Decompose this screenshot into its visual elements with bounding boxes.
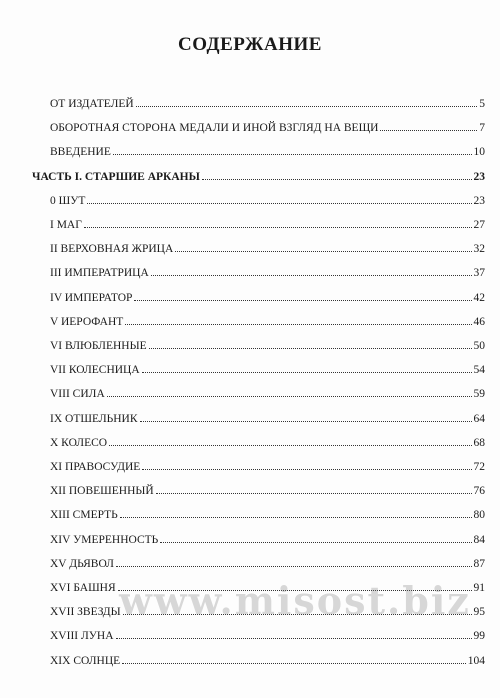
toc-entry xyxy=(50,581,485,595)
watermark: www.misost.biz xyxy=(119,578,471,623)
dot-leader xyxy=(134,299,471,301)
toc-entry xyxy=(50,121,485,135)
dot-leader xyxy=(123,613,472,615)
toc-page-number: 104 xyxy=(467,655,485,667)
toc-entry xyxy=(50,145,485,159)
dot-leader xyxy=(142,371,472,373)
toc-entry-label: ЧАСТЬ I. СТАРШИЕ АРКАНЫ xyxy=(32,171,200,183)
toc-page-number: 32 xyxy=(473,243,485,255)
dot-leader xyxy=(136,105,478,107)
toc-entry-label: ВВЕДЕНИЕ xyxy=(50,146,111,158)
toc-page-number: 42 xyxy=(473,292,485,304)
toc-entry xyxy=(50,266,485,280)
toc-entry-label: VIII СИЛА xyxy=(50,388,105,400)
toc-entry-label: XIX СОЛНЦЕ xyxy=(50,655,121,667)
toc-page-number: 27 xyxy=(473,219,485,231)
toc-entry xyxy=(50,387,485,401)
toc-page-number: 59 xyxy=(473,388,485,400)
dot-leader xyxy=(149,347,472,349)
toc-entry xyxy=(50,218,485,232)
toc-entry xyxy=(50,436,485,450)
toc-entry-label: IX ОТШЕЛЬНИК xyxy=(50,413,138,425)
toc-entry-label: XVII ЗВЕЗДЫ xyxy=(50,606,121,618)
dot-leader xyxy=(120,516,472,518)
toc-entry-label: XV ДЬЯВОЛ xyxy=(50,558,114,570)
toc-entry xyxy=(50,412,485,426)
toc-entry xyxy=(50,363,485,377)
toc-entry xyxy=(50,484,485,498)
dot-leader xyxy=(380,129,477,131)
dot-leader xyxy=(116,565,472,567)
toc-page-number: 46 xyxy=(473,316,485,328)
toc-page-number: 5 xyxy=(479,98,485,110)
toc-entry xyxy=(50,508,485,522)
toc-page-number: 7 xyxy=(479,122,485,134)
toc-entry-label: XVIII ЛУНА xyxy=(50,630,114,642)
toc-entry-label: ОБОРОТНАЯ СТОРОНА МЕДАЛИ И ИНОЙ ВЗГЛЯД НА ВЕЩИ xyxy=(50,122,379,134)
page-title: СОДЕРЖАНИЕ xyxy=(178,34,322,55)
toc-entry-label: XIII СМЕРТЬ xyxy=(50,509,118,521)
dot-leader xyxy=(156,492,472,494)
dot-leader xyxy=(87,202,471,204)
toc-entry xyxy=(50,460,485,474)
toc-entry-label: IV ИМПЕРАТОР xyxy=(50,292,133,304)
toc-entry xyxy=(50,291,485,305)
dot-leader xyxy=(109,444,471,446)
dot-leader xyxy=(122,662,466,664)
toc-entry-label: VI ВЛЮБЛЕННЫЕ xyxy=(50,340,147,352)
toc-entry-label: XVI БАШНЯ xyxy=(50,582,116,594)
dot-leader xyxy=(113,153,472,155)
dot-leader xyxy=(202,178,472,180)
toc-entry-label: XII ПОВЕШЕННЫЙ xyxy=(50,485,154,497)
toc-entry xyxy=(50,605,485,619)
dot-leader xyxy=(116,637,472,639)
toc-entry xyxy=(50,533,485,547)
toc-entry-label: VII КОЛЕСНИЦА xyxy=(50,364,140,376)
toc-entry-label: V ИЕРОФАНТ xyxy=(50,316,124,328)
toc-entry xyxy=(50,654,485,668)
toc-entry-label: X КОЛЕСО xyxy=(50,437,108,449)
toc-entry xyxy=(50,629,485,643)
toc-entry-label: 0 ШУТ xyxy=(50,195,86,207)
dot-leader xyxy=(84,226,472,228)
toc-page-number: 23 xyxy=(473,195,485,207)
toc-page-number: 87 xyxy=(473,558,485,570)
toc-entry-label: III ИМПЕРАТРИЦА xyxy=(50,267,149,279)
toc-page-number: 54 xyxy=(473,364,485,376)
toc-page-number: 23 xyxy=(473,171,485,183)
dot-leader xyxy=(175,250,471,252)
toc-page-number: 99 xyxy=(473,630,485,642)
dot-leader xyxy=(125,323,471,325)
toc-entry xyxy=(50,315,485,329)
toc-page-number: 95 xyxy=(473,606,485,618)
toc-page-number: 80 xyxy=(473,509,485,521)
toc-page-number: 10 xyxy=(473,146,485,158)
dot-leader xyxy=(118,589,472,591)
toc-page-number: 50 xyxy=(473,340,485,352)
toc-page-number: 72 xyxy=(473,461,485,473)
toc-page-number: 84 xyxy=(473,534,485,546)
toc-page-number: 37 xyxy=(473,267,485,279)
dot-leader xyxy=(151,274,472,276)
toc-entry-label: I МАГ xyxy=(50,219,82,231)
toc-entry xyxy=(50,97,485,111)
toc-part-heading xyxy=(32,170,485,184)
toc-entry-label: XI ПРАВОСУДИЕ xyxy=(50,461,141,473)
dot-leader xyxy=(160,541,471,543)
dot-leader xyxy=(142,468,471,470)
toc-page-number: 64 xyxy=(473,413,485,425)
toc-entry-label: ОТ ИЗДАТЕЛЕЙ xyxy=(50,98,134,110)
dot-leader xyxy=(140,420,472,422)
dot-leader xyxy=(107,395,472,397)
toc-entry-label: II ВЕРХОВНАЯ ЖРИЦА xyxy=(50,243,174,255)
toc-entry xyxy=(50,242,485,256)
toc-page-number: 68 xyxy=(473,437,485,449)
toc-entry-label: XIV УМЕРЕННОСТЬ xyxy=(50,534,159,546)
toc-page-number: 91 xyxy=(473,582,485,594)
toc-entry xyxy=(50,557,485,571)
toc-entry xyxy=(50,339,485,353)
toc-entry xyxy=(50,194,485,208)
toc-page-number: 76 xyxy=(473,485,485,497)
